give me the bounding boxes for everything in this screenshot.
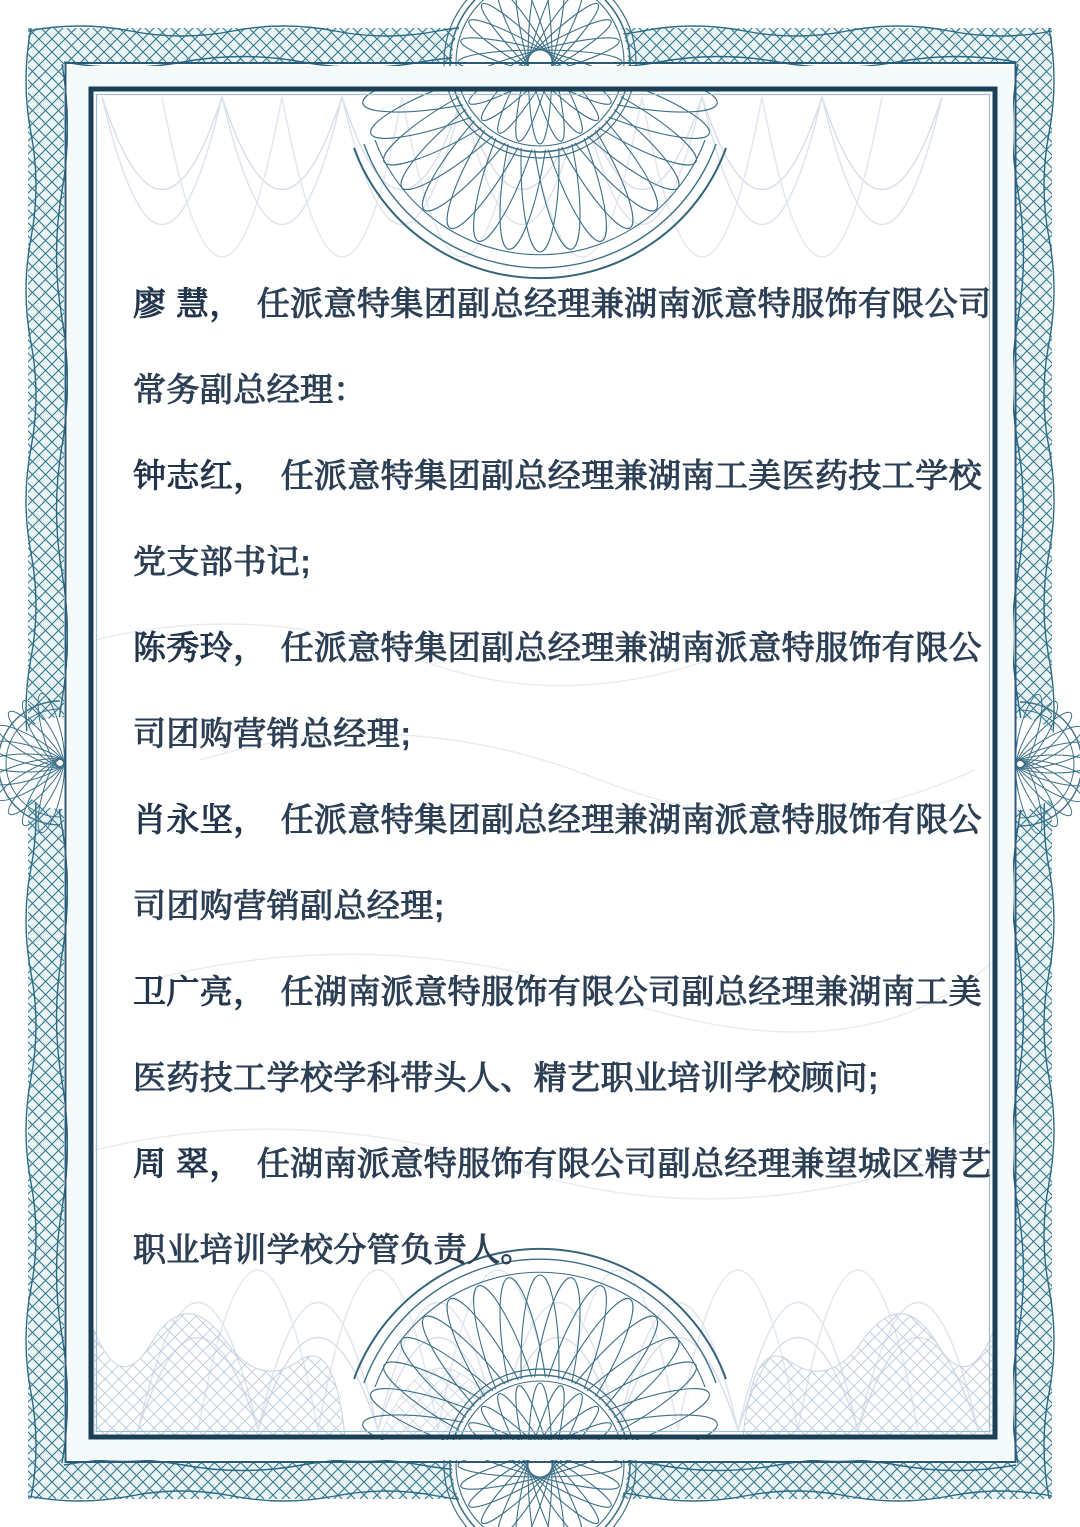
appointment-line1: 任湖南派意特服饰有限公司副总经理兼望城区精艺 [256, 1145, 992, 1182]
appointment-list [133, 261, 992, 1293]
person-name: 卫广亮， [133, 973, 267, 1010]
appointment-line2: 司团购营销副总经理; [133, 887, 445, 924]
appointment-line1: 任派意特集团副总经理兼湖南工美医药技工学校 [280, 457, 983, 494]
appointment-line2: 党支部书记; [133, 543, 312, 580]
appointment-line2: 医药技工学校学科带头人、精艺职业培训学校顾问; [133, 1059, 880, 1096]
appointment-paragraph [133, 1121, 992, 1293]
appointment-paragraph [133, 777, 983, 949]
appointment-paragraph [133, 605, 983, 777]
appointment-line2: 职业培训学校分管负责人。 [133, 1231, 534, 1268]
appointment-line1: 任湖南派意特服饰有限公司副总经理兼湖南工美 [280, 973, 983, 1010]
person-name: 廖 慧， [133, 285, 243, 322]
appointment-line2: 常务副总经理： [133, 371, 367, 408]
appointment-line1: 任派意特集团副总经理兼湖南派意特服饰有限公司 [256, 285, 992, 322]
appointment-paragraph [133, 433, 983, 605]
appointment-line1: 任派意特集团副总经理兼湖南派意特服饰有限公 [280, 801, 983, 838]
person-name: 钟志红， [133, 457, 267, 494]
person-name: 肖永坚， [133, 801, 267, 838]
person-name: 陈秀玲， [133, 629, 267, 666]
appointment-line1: 任派意特集团副总经理兼湖南派意特服饰有限公 [280, 629, 983, 666]
person-name: 周 翠， [133, 1145, 243, 1182]
appointment-paragraph [133, 949, 983, 1121]
appointment-line2: 司团购营销总经理; [133, 715, 412, 752]
appointment-paragraph [133, 261, 992, 433]
